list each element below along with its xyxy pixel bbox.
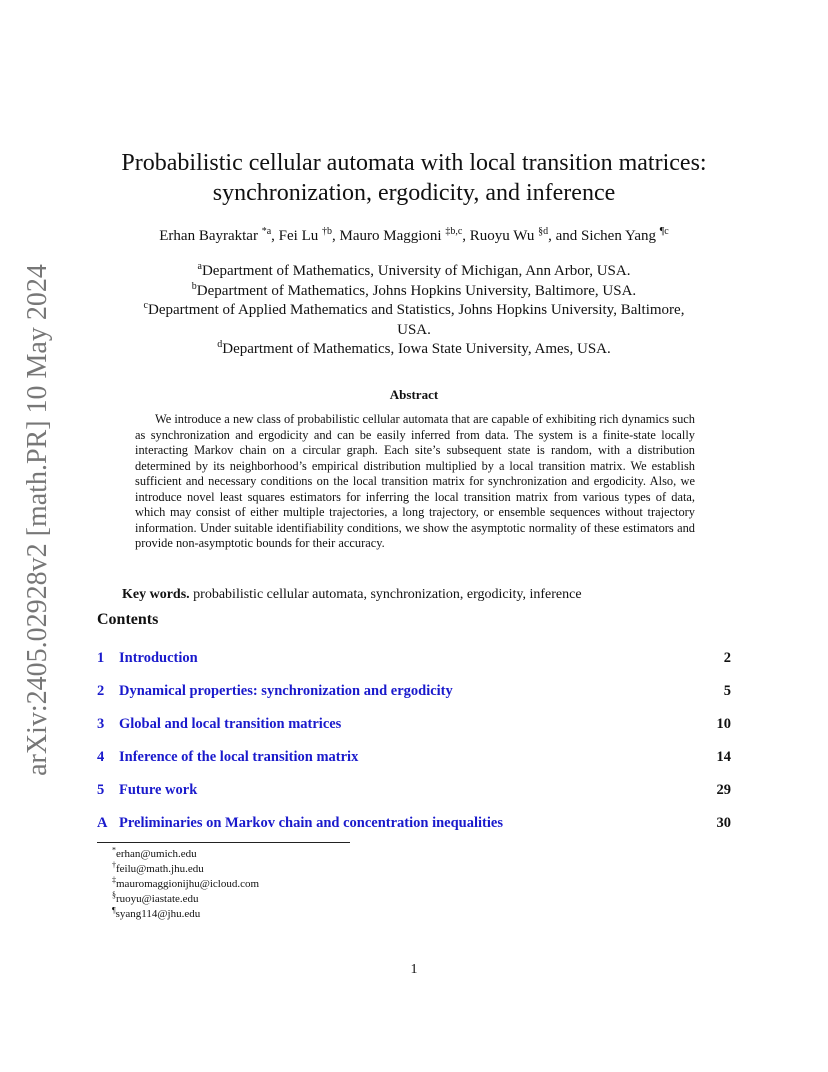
toc-section-link[interactable]: Future work: [119, 782, 198, 798]
arxiv-identifier: arXiv:2405.02928v2 [math.PR] 10 May 2024: [22, 264, 53, 776]
page-number: 1: [410, 962, 418, 977]
footnote-email[interactable]: syang114@jhu.edu: [115, 908, 201, 920]
affiliation-mark: a: [197, 261, 202, 272]
keywords-label: Key words.: [122, 587, 190, 602]
author-name: Ruoyu Wu: [469, 228, 535, 244]
toc-entry-appendix-a[interactable]: [97, 815, 731, 848]
toc-section-number[interactable]: 4: [97, 749, 105, 765]
arxiv-sidebar: [20, 265, 56, 775]
contents-heading: Contents: [97, 611, 159, 628]
toc-page-number: 14: [716, 749, 731, 765]
toc-page-number: 29: [716, 782, 731, 798]
footnote: [112, 847, 259, 862]
author-name: Erhan Bayraktar: [159, 228, 258, 244]
author-mark: ‡b,c: [445, 226, 463, 237]
author-mark: ¶c: [659, 226, 669, 237]
toc-entry-future-work[interactable]: [97, 782, 731, 815]
affiliation: [80, 262, 748, 282]
toc-entry-transition-matrices[interactable]: [97, 716, 731, 749]
footnote: [112, 862, 259, 877]
toc-entry-introduction[interactable]: [97, 650, 731, 683]
author-separator: ,: [332, 228, 340, 244]
keywords-text: probabilistic cellular automata, synchronization, ergodicity, inference: [193, 587, 582, 602]
author-mark: §d: [538, 226, 549, 237]
abstract-heading: Abstract: [389, 387, 439, 402]
affiliation-text: Department of Mathematics, University of Michigan, Ann Arbor, USA.: [201, 263, 631, 279]
affiliation-continuation: USA.: [397, 321, 431, 338]
affiliation-mark: c: [143, 300, 148, 311]
toc-section-link[interactable]: Preliminaries on Markov chain and concentration inequalities: [119, 815, 503, 831]
keywords: [122, 587, 582, 603]
toc-page-number: 5: [723, 683, 731, 699]
affiliation: [80, 340, 748, 360]
toc-page-number: 30: [716, 815, 731, 831]
title-line-2: synchronization, ergodicity, and inference: [212, 180, 616, 206]
footnote-email[interactable]: feilu@math.jhu.edu: [116, 863, 204, 875]
toc-section-link[interactable]: Inference of the local transition matrix: [119, 749, 359, 765]
toc-page-number: 10: [716, 716, 731, 732]
author-mark: †b: [322, 226, 332, 237]
author-name: Sichen Yang: [581, 228, 657, 244]
toc-section-number[interactable]: 1: [97, 650, 105, 666]
toc-section-link[interactable]: Introduction: [119, 650, 198, 666]
footnote: [112, 877, 259, 892]
footnote-mark: ¶: [112, 905, 116, 915]
affiliation-mark: d: [217, 339, 223, 350]
paper-title: [80, 148, 748, 208]
author-name: Mauro Maggioni: [339, 228, 442, 244]
toc-section-number[interactable]: A: [97, 815, 108, 831]
author-list: [80, 228, 748, 245]
toc-section-number[interactable]: 2: [97, 683, 105, 699]
affiliation: [80, 301, 748, 321]
toc-entry-inference[interactable]: [97, 749, 731, 782]
author-name: Fei Lu: [278, 228, 319, 244]
affiliation: [80, 282, 748, 302]
footnote-mark: *: [112, 845, 116, 855]
footnote-mark: †: [112, 860, 116, 870]
footnotes: [112, 847, 259, 922]
author-separator: ,: [271, 228, 279, 244]
toc-entry-dynamical-properties[interactable]: [97, 683, 731, 716]
author-mark: *a: [261, 226, 272, 237]
footnote-mark: §: [112, 890, 116, 900]
table-of-contents: [97, 650, 731, 848]
toc-section-link[interactable]: Global and local transition matrices: [119, 716, 342, 732]
toc-page-number: 2: [723, 650, 731, 666]
title-line-1: Probabilistic cellular automata with local transition matrices:: [121, 150, 707, 176]
affiliation-text: Department of Mathematics, Johns Hopkins University, Baltimore, USA.: [196, 282, 637, 299]
author-separator: ,: [462, 228, 470, 244]
footnote: [112, 907, 259, 922]
footnote-email[interactable]: ruoyu@iastate.edu: [116, 893, 199, 905]
affiliation-text: Department of Mathematics, Iowa State University, Ames, USA.: [222, 341, 611, 357]
author-separator: , and: [548, 228, 581, 244]
footnote-mark: ‡: [112, 875, 116, 885]
affiliation-mark: b: [191, 280, 197, 292]
toc-section-link[interactable]: Dynamical properties: synchronization and ergodicity: [119, 683, 453, 699]
footnote-email[interactable]: mauromaggionijhu@icloud.com: [116, 878, 260, 890]
abstract-text: We introduce a new class of probabilistic cellular automata that are capable of exhibiting rich dynamics such as synchronization and ergodicity and can be easily inferred from data. The system is a finite-state locally interacting Markov chain on a circular graph. Each site’s subsequent state is random, with a distribution determined by its neighborhood’s empirical distribution multiplied by a local transition matrix. We establish sufficient and necessary conditions on the local transition matrix for synchronization and ergodicity. Also, we introduce novel least squares estimators for inferring the local transition matrix from various types of data, which may consist of either multiple trajectories, a long trajectory, or ensemble sequences without trajectory information. Under suitable identifiability conditions, we show the asymptotic normality of these estimators and provide non-asymptotic bounds for their accuracy.: [135, 412, 695, 550]
footnote-email[interactable]: erhan@umich.edu: [116, 848, 197, 860]
toc-section-number[interactable]: 5: [97, 782, 105, 798]
toc-section-number[interactable]: 3: [97, 716, 105, 732]
footnote: [112, 892, 259, 907]
footnote-rule: [97, 842, 350, 843]
affiliations: [80, 262, 748, 360]
affiliation-text: Department of Applied Mathematics and Statistics, Johns Hopkins University, Baltimore,: [148, 302, 685, 318]
